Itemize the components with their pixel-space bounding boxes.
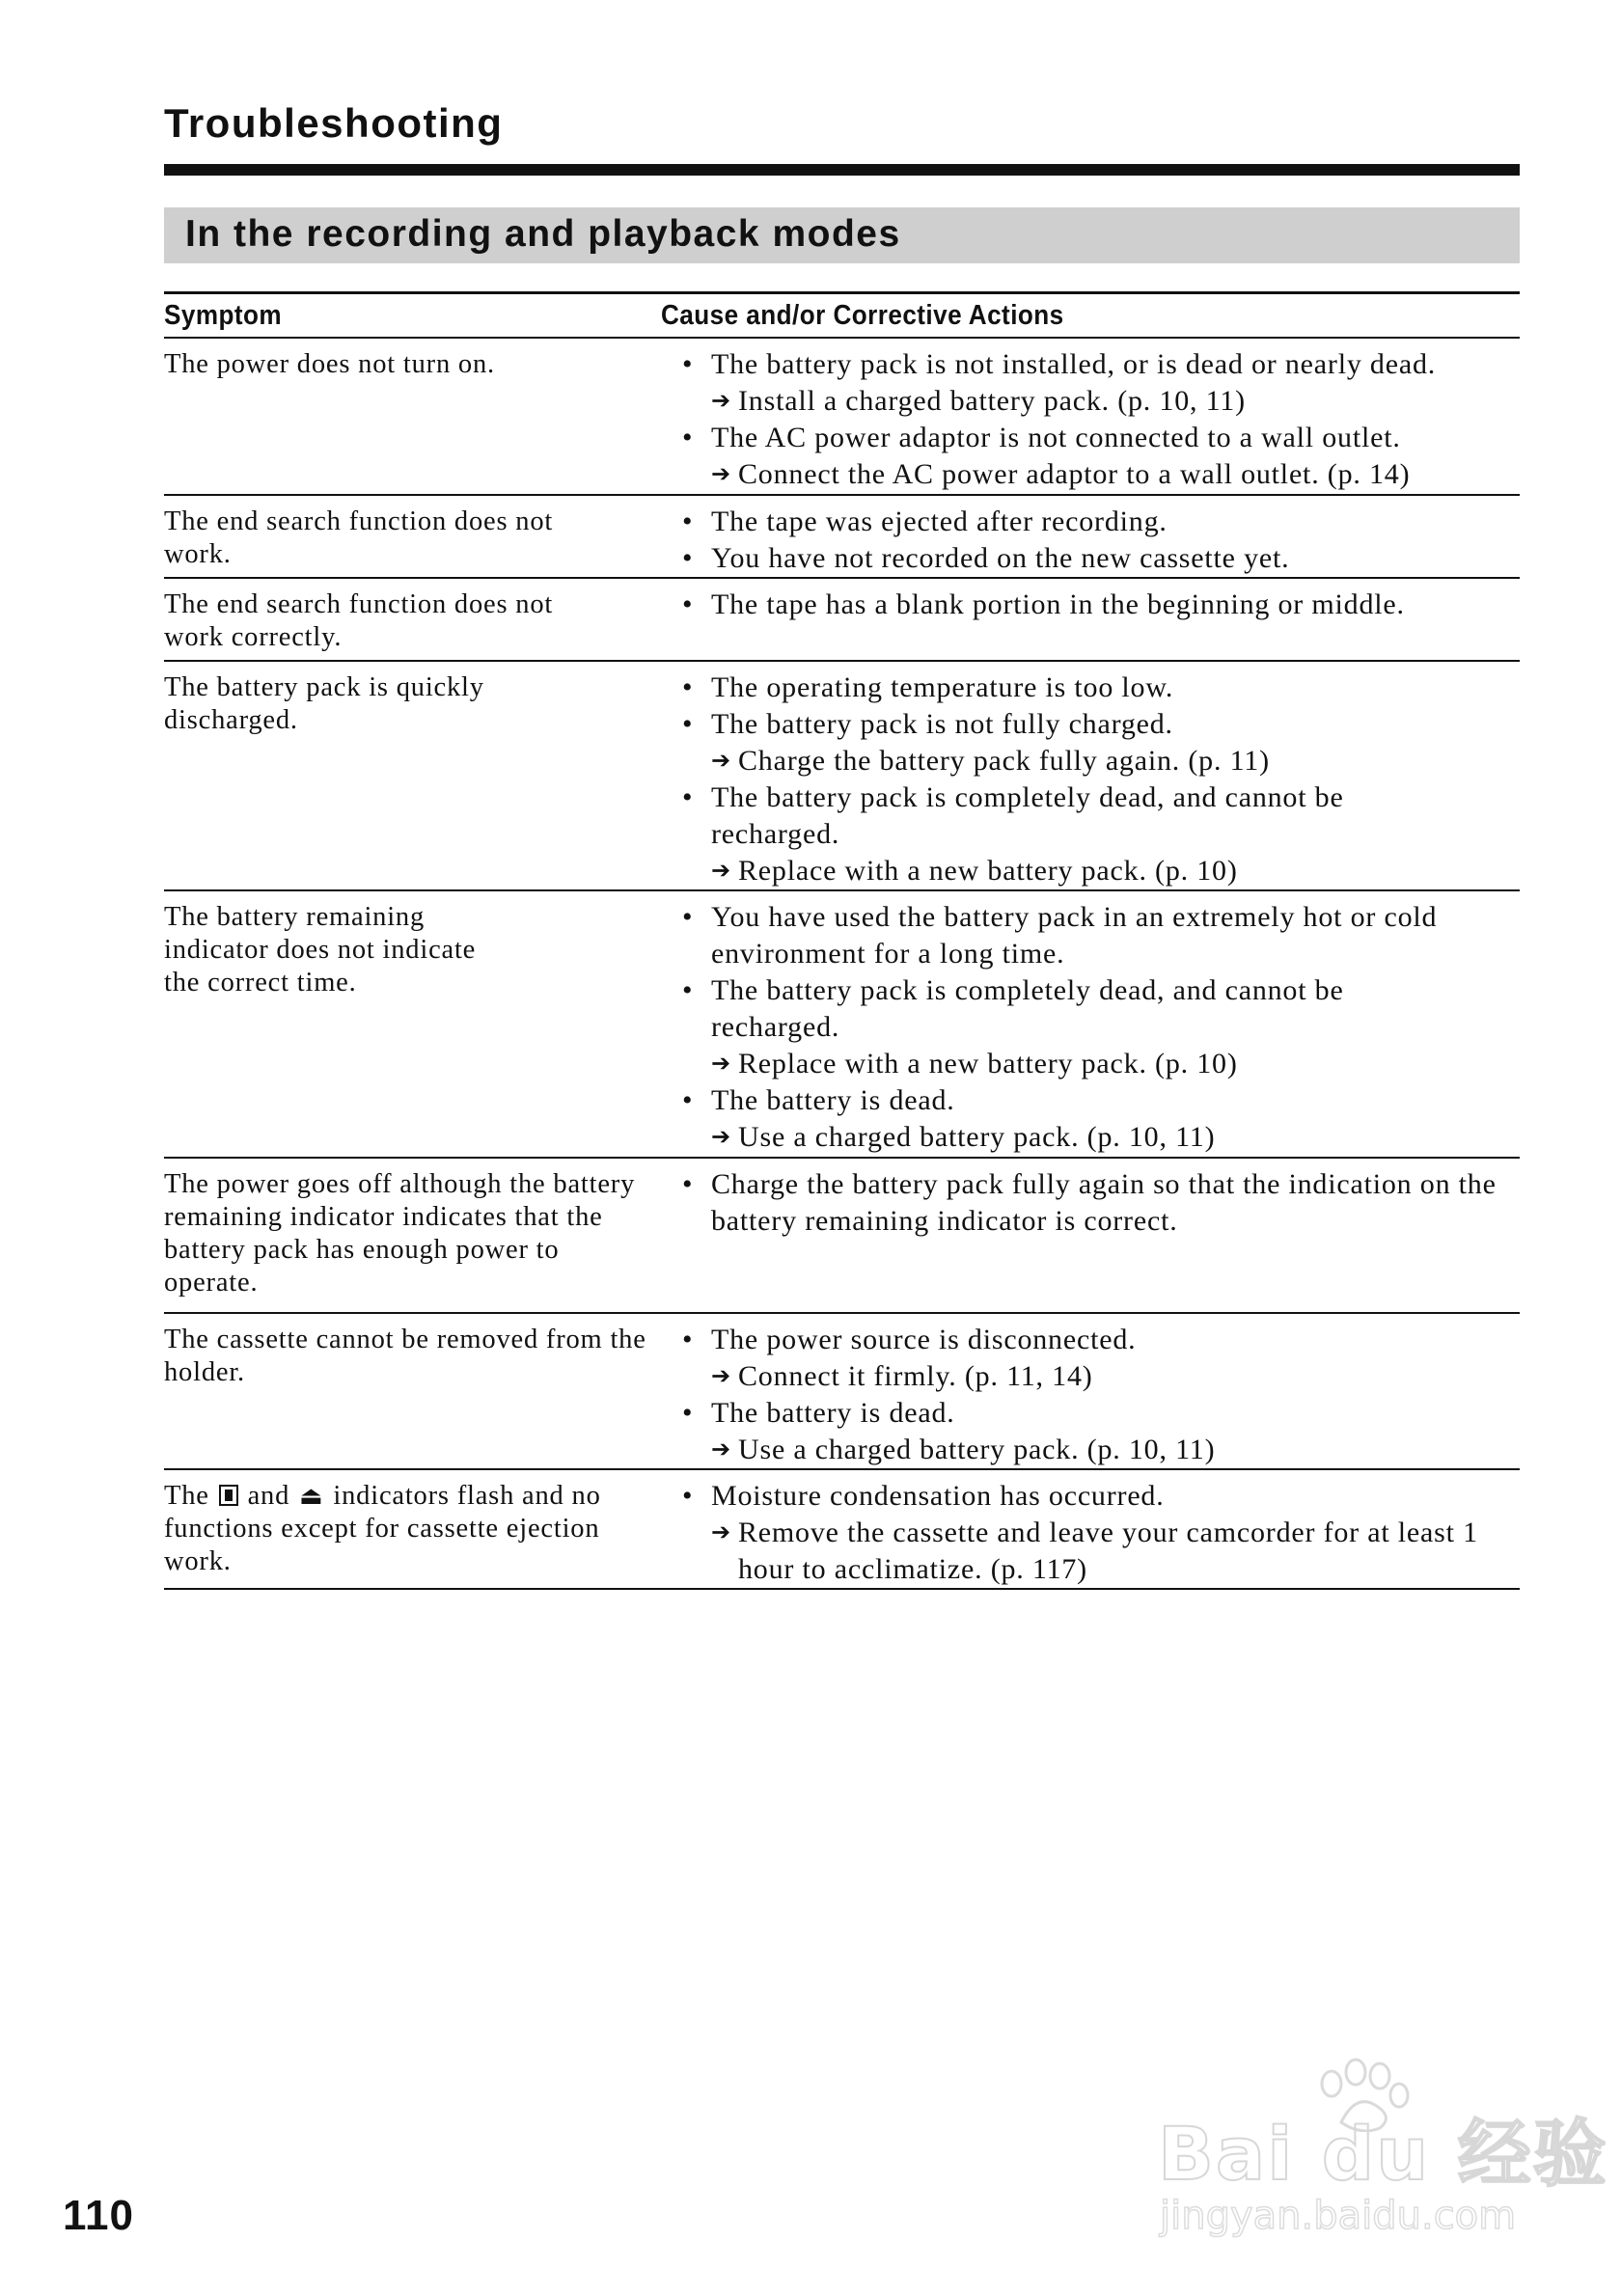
action-text: Charge the battery pack fully again. (p. 11) [738, 745, 1270, 777]
symptom-cell [164, 1470, 661, 1588]
symptom-cell: The cassette cannot be removed from the holder. [164, 1325, 646, 1387]
action-text: Connect the AC power adaptor to a wall outlet. (p. 14) [738, 458, 1411, 490]
symptom-cell: The power does not turn on. [164, 349, 495, 379]
watermark-brand: Bai du 经验 [1158, 2111, 1608, 2197]
action-text: Remove the cassette and leave your camcorder for at least 1 hour to acclimatize. (p. 117) [738, 1517, 1478, 1585]
cause-item [661, 1478, 1520, 1515]
cause-text: The battery pack is not installed, or is dead or nearly dead. [711, 348, 1437, 380]
cause-text: The tape was ejected after recording. [711, 506, 1168, 537]
table-row [164, 1314, 1520, 1470]
bullet-icon: • [682, 781, 694, 813]
action-item [661, 853, 1520, 889]
action-item [661, 1515, 1520, 1588]
subsection-title: In the recording and playback modes [185, 213, 901, 255]
cause-cell [661, 1159, 1520, 1312]
cause-cell [661, 1314, 1520, 1468]
cause-text: The battery pack is not fully charged. [711, 708, 1173, 740]
cause-cell [661, 662, 1520, 889]
action-item [661, 1119, 1520, 1156]
section-title: Troubleshooting [164, 100, 504, 146]
cause-item [661, 670, 1520, 706]
bullet-icon: • [682, 1168, 694, 1200]
bullet-icon: • [682, 588, 694, 620]
cause-item [661, 1395, 1520, 1432]
arrow-icon: ➔ [711, 1364, 731, 1389]
column-header-cause: Cause and/or Corrective Actions [661, 299, 1064, 331]
arrow-icon: ➔ [711, 1520, 731, 1545]
cause-item [661, 1166, 1520, 1240]
cause-text: The battery pack is completely dead, and cannot be recharged. [711, 781, 1344, 850]
symptom-cell: The power goes off although the battery remaining indicator indicates that the battery pack has enough power to operate. [164, 1169, 636, 1298]
table-row [164, 1470, 1520, 1590]
table-row [164, 496, 1520, 579]
cause-text: The battery is dead. [711, 1084, 955, 1116]
watermark-url: jingyan.baidu.com [1160, 2194, 1517, 2238]
cause-item [661, 587, 1520, 623]
arrow-icon: ➔ [711, 389, 731, 414]
cause-text: The battery is dead. [711, 1397, 955, 1429]
cause-cell [661, 579, 1520, 660]
cause-text: The power source is disconnected. [711, 1324, 1137, 1355]
cause-text: The tape has a blank portion in the beginning or middle. [711, 588, 1405, 620]
cause-item [661, 899, 1520, 972]
cause-text: The AC power adaptor is not connected to a wall outlet. [711, 422, 1401, 453]
cause-item [661, 779, 1520, 853]
bullet-icon: • [682, 542, 694, 574]
symptom-text: The [164, 1481, 209, 1511]
action-item [661, 1046, 1520, 1082]
bullet-icon: • [682, 671, 694, 703]
action-text: Use a charged battery pack. (p. 10, 11) [738, 1121, 1216, 1153]
bullet-icon: • [682, 348, 694, 380]
cause-cell [661, 1470, 1520, 1588]
cause-text: The operating temperature is too low. [711, 671, 1174, 703]
action-text: Replace with a new battery pack. (p. 10) [738, 855, 1238, 887]
action-text: Replace with a new battery pack. (p. 10) [738, 1048, 1238, 1080]
cause-text: You have used the battery pack in an extremely hot or cold environment for a long time. [711, 901, 1438, 970]
bullet-icon: • [682, 901, 694, 933]
action-item [661, 383, 1520, 420]
symptom-cell: The end search function does not work. [164, 506, 554, 569]
cause-text: Moisture condensation has occurred. [711, 1480, 1165, 1512]
table-row [164, 339, 1520, 496]
action-text: Connect it firmly. (p. 11, 14) [738, 1360, 1093, 1392]
cause-item [661, 346, 1520, 383]
arrow-icon: ➔ [711, 1052, 731, 1077]
action-item [661, 1432, 1520, 1468]
eject-icon: ⏏ [299, 1482, 324, 1510]
action-text: Install a charged battery pack. (p. 10, 11) [738, 385, 1246, 417]
cause-item [661, 972, 1520, 1046]
cause-item [661, 504, 1520, 540]
cause-item [661, 420, 1520, 456]
action-item [661, 456, 1520, 493]
condensation-indicator-icon [219, 1485, 238, 1506]
action-text: Use a charged battery pack. (p. 10, 11) [738, 1434, 1216, 1465]
bullet-icon: • [682, 974, 694, 1006]
arrow-icon: ➔ [711, 1437, 731, 1462]
arrow-icon: ➔ [711, 462, 731, 487]
column-header-symptom: Symptom [164, 299, 283, 331]
cause-cell [661, 496, 1520, 577]
symptom-cell: The battery pack is quickly discharged. [164, 672, 484, 735]
troubleshooting-table [164, 291, 1520, 1590]
cause-item [661, 540, 1520, 577]
cause-cell [661, 339, 1520, 494]
table-row [164, 579, 1520, 662]
action-item [661, 743, 1520, 779]
symptom-cell: The end search function does not work correctly. [164, 589, 554, 652]
title-rule [164, 164, 1520, 176]
bullet-icon: • [682, 1480, 694, 1512]
cause-item [661, 1082, 1520, 1119]
cause-text: The battery pack is completely dead, and cannot be recharged. [711, 974, 1344, 1043]
symptom-cell: The battery remaining indicator does not indicate the correct time. [164, 902, 477, 998]
bullet-icon: • [682, 506, 694, 537]
arrow-icon: ➔ [711, 859, 731, 884]
bullet-icon: • [682, 422, 694, 453]
cause-text: You have not recorded on the new cassette yet. [711, 542, 1290, 574]
bullet-icon: • [682, 1397, 694, 1429]
arrow-icon: ➔ [711, 1125, 731, 1150]
cause-cell [661, 891, 1520, 1157]
bullet-icon: • [682, 1084, 694, 1116]
symptom-text: indicators flash and no functions except for cassette ejection work. [164, 1481, 601, 1576]
cause-item [661, 706, 1520, 743]
table-row [164, 1159, 1520, 1314]
symptom-text: and [247, 1481, 290, 1511]
action-item [661, 1358, 1520, 1395]
page-number: 110 [63, 2192, 134, 2239]
bullet-icon: • [682, 708, 694, 740]
subsection-band [164, 207, 1520, 263]
table-row [164, 891, 1520, 1159]
arrow-icon: ➔ [711, 749, 731, 774]
cause-text: Charge the battery pack fully again so that the indication on the battery remaining indicator is correct. [711, 1168, 1497, 1237]
watermark [1139, 2055, 1608, 2248]
bullet-icon: • [682, 1324, 694, 1355]
table-row [164, 662, 1520, 891]
cause-item [661, 1322, 1520, 1358]
table-header [164, 294, 1520, 339]
